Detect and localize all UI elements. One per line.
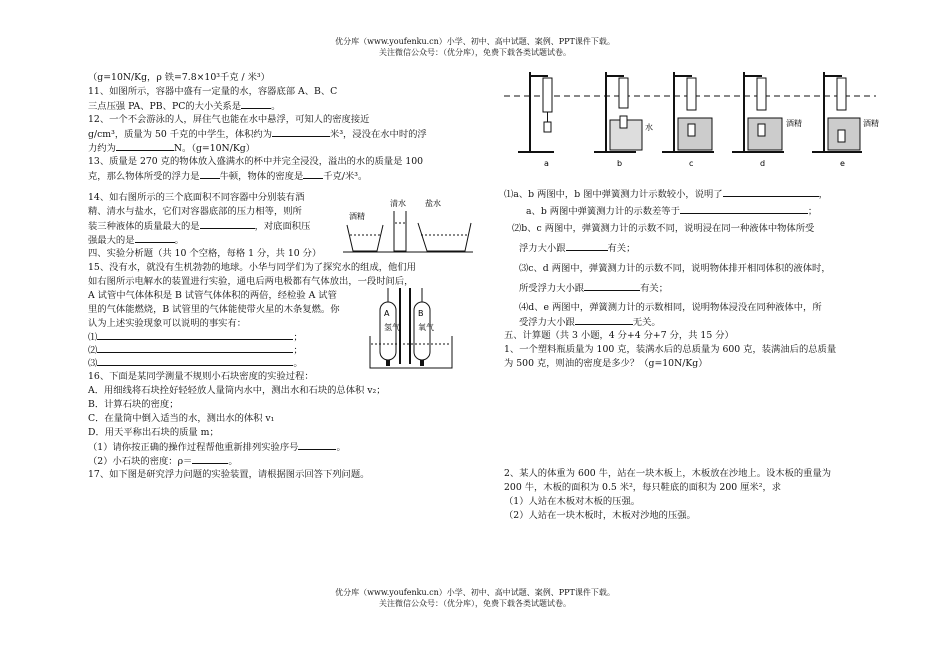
q15-line-5: 认为上述实验现象可以说明的事实有：	[88, 318, 247, 329]
answer-blank[interactable]	[575, 315, 633, 325]
q17-part-4: ⑷d、e 两图中，弹簧测力计的示数相同，说明物体浸没在同种液体中，所	[519, 302, 822, 313]
q17-part-3b	[519, 281, 668, 295]
q17-part-4b	[519, 315, 661, 329]
q15-line-1: 15、没有水，就没有生机勃勃的地球。小华与同学们为了探究水的组成，他们用	[88, 262, 416, 273]
answer-blank[interactable]	[584, 281, 640, 291]
q17-part-2b-tail: 有关；	[607, 243, 636, 254]
answer-blank[interactable]	[135, 233, 175, 243]
answer-number: ⑵	[88, 345, 98, 356]
footer-line-1: 优分库（www.youfenku.cn）小学、初中、高中试题、案例、PPT课件下载。	[335, 588, 615, 597]
q17-part-4b-text: 受浮力大小跟	[519, 317, 575, 328]
q17-part-1-text: ⑴a、b 两图中，b 图中弹簧测力计示数较小，说明了	[504, 189, 723, 200]
setup-e	[812, 72, 879, 152]
electrolysis-figure	[366, 286, 456, 370]
answer-blank[interactable]	[200, 219, 255, 229]
setup-d	[732, 72, 802, 152]
q17-line-1: 17、如下图是研究浮力问题的实验装置，请根据图示回答下列问题。	[88, 469, 370, 480]
section-4-title: 四、实验分析题（共 10 个空格，每格 1 分，共 10 分）	[88, 248, 322, 259]
q15-answer-3: ⑶ 。	[88, 358, 303, 369]
answer-blank[interactable]	[192, 454, 228, 464]
q17-part-4b-tail: 无关。	[632, 317, 661, 328]
answer-blank[interactable]	[680, 204, 808, 214]
answer-blank[interactable]	[566, 241, 608, 251]
q12-line-1: 12、一个不会游泳的人，屏住气也能在水中悬浮，可知人的密度接近	[88, 114, 370, 125]
answer-blank[interactable]	[723, 187, 819, 197]
setup-c	[662, 72, 714, 152]
q12-text-b: 米³，浸没在水中时的浮	[330, 129, 427, 140]
answer-number: ⑶	[88, 358, 98, 369]
g-note: （g=10N/Kg，ρ 铁=7.8×10³千克 / 米³）	[88, 72, 270, 83]
fig-label-d: d	[760, 159, 766, 168]
answer-blank[interactable]	[116, 141, 174, 151]
answer-blank[interactable]	[298, 440, 336, 450]
q14-text-a: 装三种液体的质量最大的是	[88, 221, 200, 232]
q12-text-c: 力约为	[88, 143, 116, 154]
calc-2-line-2: 200 牛，木板的面积为 0.5 米²，每只鞋底的面积为 200 厘米²，求	[504, 482, 782, 493]
q15-line-4: 里的气体能燃烧，B 试管里的气体能使带火星的木条复燃。你	[88, 304, 340, 315]
q14-text-c: 强最大的是	[88, 235, 135, 246]
q12-text-a: g/cm³，质量为 50 千克的中学生，体积约为	[88, 129, 273, 140]
containers-figure	[343, 193, 473, 255]
alcohol-label-d: 酒精	[786, 119, 802, 128]
q16-line-1: 16、下面是某同学测量不规则小石块密度的实验过程：	[88, 371, 314, 382]
q16-sub-1-text: （1）请你按正确的操作过程帮他重新排列实验序号	[88, 442, 299, 453]
q17-part-3b-text: 所受浮力大小跟	[519, 283, 585, 294]
water-label-b: 水	[645, 123, 653, 132]
answer-blank[interactable]	[241, 99, 271, 109]
q16-step-b: B．计算石块的密度；	[88, 399, 179, 410]
q14-line-3	[88, 219, 310, 233]
q16-sub-2-text: （2）小石块的密度：ρ＝	[88, 456, 193, 467]
water-label: 清水	[390, 199, 406, 208]
tube-b-label: B	[418, 309, 424, 318]
setup-b	[594, 72, 653, 152]
q15-answer-1: ⑴ ；	[88, 332, 303, 343]
salt-label: 盐水	[425, 199, 441, 208]
q16-sub-2: （2）小石块的密度：ρ＝ 。	[88, 456, 238, 467]
answer-blank[interactable]	[97, 330, 293, 340]
setup-a	[518, 72, 554, 152]
fig-label-e: e	[840, 159, 845, 168]
q14-line-1: 14、如右图所示的三个底面积不同容器中分别装有酒	[88, 192, 305, 203]
q11-line-1: 11、如图所示，容器中盛有一定量的水，容器底部 A、B、C	[88, 86, 338, 97]
footer-line-2: 关注微信公众号：（优分库），免费下载各类试题试卷。	[379, 599, 571, 608]
q17-part-1b: a、b 两图中弹簧测力计的示数差等于 ；	[526, 206, 818, 217]
page-header	[0, 36, 950, 58]
q14-text-b: ，对底面积压	[254, 221, 311, 232]
page-footer	[0, 587, 950, 609]
q15-answer-2: ⑵ ；	[88, 345, 303, 356]
q14-line-4: 强最大的是 。	[88, 235, 184, 246]
q13-text-a: 克，那么物体所受的浮力是	[88, 171, 200, 182]
q17-part-1: ⑴a、b 两图中，b 图中弹簧测力计示数较小，说明了 ，	[504, 189, 828, 200]
q13-line-2	[88, 169, 367, 183]
section-5-title: 五、计算题（共 3 小题，4 分+4 分+7 分，共 15 分）	[504, 330, 734, 341]
q16-step-c: C．在量筒中倒入适当的水，测出水的体积 v₁	[88, 413, 275, 424]
q13-line-1: 13、质量是 270 克的物体放入盛满水的杯中并完全浸没，溢出的水的质量是 100	[88, 156, 424, 167]
q13-text-c: 千克/米³。	[323, 171, 368, 182]
q12-text-d: N。（g=10N/Kg）	[173, 143, 256, 154]
q11-text: 三点压强 PA、PB、PC的大小关系是	[88, 101, 242, 112]
q16-step-d: D．用天平称出石块的质量 m；	[88, 427, 219, 438]
q16-step-a: A．用细线将石块拴好轻轻放人量筒内水中，测出水和石块的总体积 v₂；	[88, 385, 386, 396]
q15-line-2: 如右图所示电解水的装置进行实验，通电后两电极都有气体放出，一段时间后，	[88, 276, 414, 287]
calc-2-line-1: 2、某人的体重为 600 牛，站在一块木板上，木板放在沙地上。设木板的重量为	[504, 468, 832, 479]
q17-part-1b-text: a、b 两图中弹簧测力计的示数差等于	[526, 206, 680, 217]
answer-blank[interactable]	[272, 127, 330, 137]
header-line-2: 关注微信公众号：（优分库），免费下载各类试题试卷。	[379, 48, 571, 57]
spring-balance-figure	[504, 66, 879, 170]
q12-line-2	[88, 127, 427, 141]
left-tube-label: 氢气	[384, 323, 400, 332]
q17-part-2b	[519, 241, 635, 255]
q17-part-2b-text: 浮力大小跟	[519, 243, 566, 254]
calc-2-sub-2: （2）人站在一块木板时，木板对沙地的压强。	[504, 510, 696, 521]
calc-1-line-1: 1、一个塑料瓶质量为 100 克，装满水后的总质量为 600 克，装满油后的总质量	[504, 344, 837, 355]
q12-line-3	[88, 141, 255, 155]
answer-blank[interactable]	[200, 169, 220, 179]
right-tube-label: 氧气	[418, 323, 434, 332]
q17-part-2: ⑵b、c 两图中，弹簧测力计的示数不同，说明浸在同一种液体中物体所受	[512, 223, 815, 234]
alcohol-label: 酒精	[349, 212, 365, 221]
tube-a-label: A	[384, 309, 390, 318]
answer-blank[interactable]	[97, 343, 293, 353]
calc-1-line-2: 为 500 克，则油的密度是多少？（g=10N/Kg）	[504, 358, 708, 369]
answer-blank[interactable]	[97, 356, 293, 366]
q14-line-2: 精、清水与盐水，它们对容器底部的压力相等，则所	[88, 206, 302, 217]
fig-label-c: c	[689, 159, 694, 168]
answer-blank[interactable]	[303, 169, 323, 179]
q15-line-3: A 试管中气体体积是 B 试管气体体积的两倍，经检验 A 试管	[88, 290, 337, 301]
q11-line-2: 三点压强 PA、PB、PC的大小关系是 。	[88, 101, 281, 112]
alcohol-label-e: 酒精	[863, 119, 879, 128]
q17-part-3b-tail: 有关；	[640, 283, 668, 294]
fig-label-b: b	[617, 159, 623, 168]
header-line-1: 优分库（www.youfenku.cn）小学、初中、高中试题、案例、PPT课件下载。	[335, 37, 615, 46]
q13-text-b: 牛顿，物体的密度是	[219, 171, 304, 182]
fig-label-a: a	[544, 159, 549, 168]
answer-number: ⑴	[88, 332, 98, 343]
q16-sub-1: （1）请你按正确的操作过程帮他重新排列实验序号 。	[88, 442, 346, 453]
q17-part-3: ⑶c、d 两图中，弹簧测力计的示数不同，说明物体排开相同体积的液体时，	[519, 263, 831, 274]
calc-2-sub-1: （1）人站在木板对木板的压强。	[504, 496, 641, 507]
